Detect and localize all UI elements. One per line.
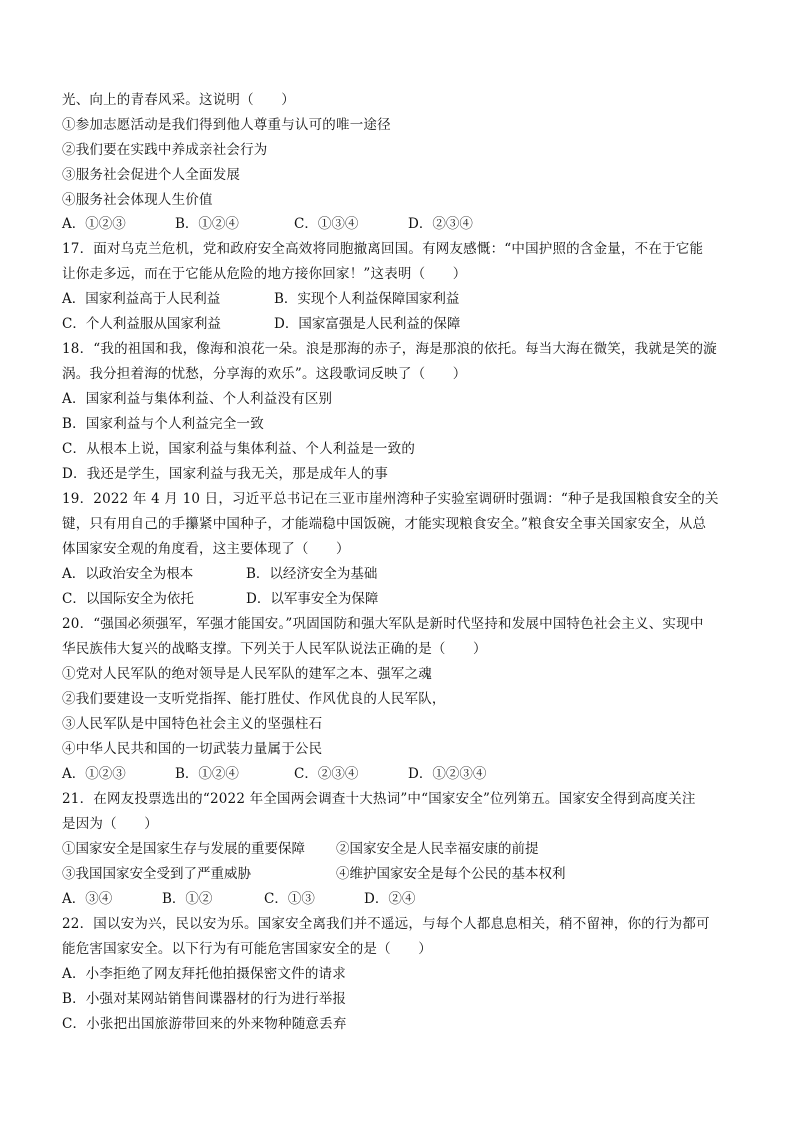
q21-stem-line-1: 21．在网友投票选出的“2022 年全国两会调查十大热词”中“国家安全”位列第五。国家安全得到高度关注 — [62, 791, 696, 807]
q20-item-3: ③人民军队是中国特色社会主义的坚强柱石 — [62, 716, 323, 732]
q16-option-c: C．①③④ — [294, 216, 359, 232]
q18-stem-line-2: 涡。我分担着海的忧愁，分享海的欢乐”。这段歌词反映了（ ） — [62, 366, 467, 382]
q21-option-c: C．①③ — [264, 891, 315, 907]
q16-option-d: D．②③④ — [408, 216, 473, 232]
q22-option-a: A．小李拒绝了网友拜托他拍摄保密文件的请求 — [62, 966, 346, 982]
q18-stem-line-1: 18．“我的祖国和我，像海和浪花一朵。浪是那海的赤子，海是那浪的依托。每当大海在微笑，我就是笑的漩 — [62, 341, 717, 357]
q20-item-2: ②我们要建设一支听党指挥、能打胜仗、作风优良的人民军队， — [62, 691, 446, 707]
q18-option-b: B．国家利益与个人利益完全一致 — [62, 416, 264, 432]
q18-option-d: D．我还是学生，国家利益与我无关，那是成年人的事 — [62, 466, 389, 482]
q17-option-a: A．国家利益高于人民利益 — [62, 291, 221, 307]
q17-option-c: C．个人利益服从国家利益 — [62, 316, 221, 332]
q17-stem-line-1: 17．面对乌克兰危机，党和政府安全高效将同胞撤离回国。有网友感慨：“中国护照的含金量，不在于它能 — [62, 241, 704, 257]
q19-option-b: B．以经济安全为基础 — [246, 566, 378, 582]
q19-option-a: A．以政治安全为根本 — [62, 566, 194, 582]
q21-items-row-1 — [62, 837, 752, 862]
q21-item-2: ②国家安全是人民幸福安康的前提 — [336, 841, 539, 857]
q16-options — [62, 212, 752, 237]
q22-stem-line-1: 22．国以安为兴，民以安为乐。国家安全离我们并不遥远，与每个人都息息相关，稍不留神，你的行为都可 — [62, 916, 710, 932]
q19-stem-line-1: 19．2022 年 4 月 10 日，习近平总书记在三亚市崖州湾种子实验室调研时强调：“种子是我国粮食安全的关 — [62, 491, 719, 507]
q19-options-row-1 — [62, 562, 752, 587]
q19-stem-line-3: 体国家安全观的角度看，这主要体现了（ ） — [62, 541, 350, 557]
q21-item-3: ③我国国家安全受到了严重威胁 — [62, 866, 251, 882]
q21-option-a: A．③④ — [62, 891, 113, 907]
q19-option-c: C．以国际安全为依托 — [62, 591, 194, 607]
q22-stem-line-2: 能危害国家安全。以下行为有可能危害国家安全的是（ ） — [62, 941, 432, 957]
q17-option-b: B．实现个人利益保障国家利益 — [274, 291, 460, 307]
q21-stem-line-2: 是因为（ ） — [62, 816, 158, 832]
q16-item-4: ④服务社会体现人生价值 — [62, 192, 213, 208]
q16-stem: 光、向上的青春风采。这说明（ ） — [62, 92, 295, 108]
q20-option-c: C．②③④ — [294, 766, 359, 782]
q17-options-row-2 — [62, 312, 752, 337]
q20-stem-line-2: 华民族伟大复兴的战略支撑。下列关于人民军队说法正确的是（ ） — [62, 641, 487, 657]
q20-stem-line-1: 20．“强国必须强军，军强才能国安。”巩固国防和强大军队是新时代坚持和发展中国特色社会主义、实现中 — [62, 616, 704, 632]
q19-stem-line-2: 键，只有用自己的手攥紧中国种子，才能端稳中国饭碗，才能实现粮食安全。”粮食安全事关国家安全，从总 — [62, 516, 707, 532]
q20-option-d: D．①②③④ — [408, 766, 487, 782]
q16-item-3: ③服务社会促进个人全面发展 — [62, 167, 241, 183]
q18-option-a: A．国家利益与集体利益、个人利益没有区别 — [62, 391, 333, 407]
q20-option-a: A．①②③ — [62, 766, 126, 782]
q19-options-row-2 — [62, 587, 752, 612]
q20-options — [62, 762, 752, 787]
q21-item-4: ④维护国家安全是每个公民的基本权利 — [336, 866, 566, 882]
q16-option-b: B．①②④ — [175, 216, 239, 232]
q20-item-4: ④中华人民共和国的一切武装力量属于公民 — [62, 741, 323, 757]
q21-items-row-2 — [62, 862, 752, 887]
q20-option-b: B．①②④ — [175, 766, 239, 782]
q21-options — [62, 887, 752, 912]
q22-option-c: C．小张把出国旅游带回来的外来物种随意丢弃 — [62, 1016, 347, 1032]
q19-option-d: D．以军事安全为保障 — [246, 591, 379, 607]
q21-option-b: B．①② — [162, 891, 213, 907]
q18-option-c: C．从根本上说，国家利益与集体利益、个人利益是一致的 — [62, 441, 416, 457]
q16-option-a: A．①②③ — [62, 216, 126, 232]
q22-option-b: B．小强对某网站销售间谍器材的行为进行举报 — [62, 991, 347, 1007]
q17-option-d: D．国家富强是人民利益的保障 — [274, 316, 461, 332]
q17-options-row-1 — [62, 287, 752, 312]
q20-item-1: ①党对人民军队的绝对领导是人民军队的建军之本、强军之魂 — [62, 666, 432, 682]
q16-item-2: ②我们要在实践中养成亲社会行为 — [62, 142, 268, 158]
q21-item-1: ①国家安全是国家生存与发展的重要保障 — [62, 841, 305, 857]
q17-stem-line-2: 让你走多远，而在于它能从危险的地方接你回家！”这表明（ ） — [62, 266, 467, 282]
q21-option-d: D．②④ — [364, 891, 416, 907]
q16-item-1: ①参加志愿活动是我们得到他人尊重与认可的唯一途径 — [62, 117, 391, 133]
